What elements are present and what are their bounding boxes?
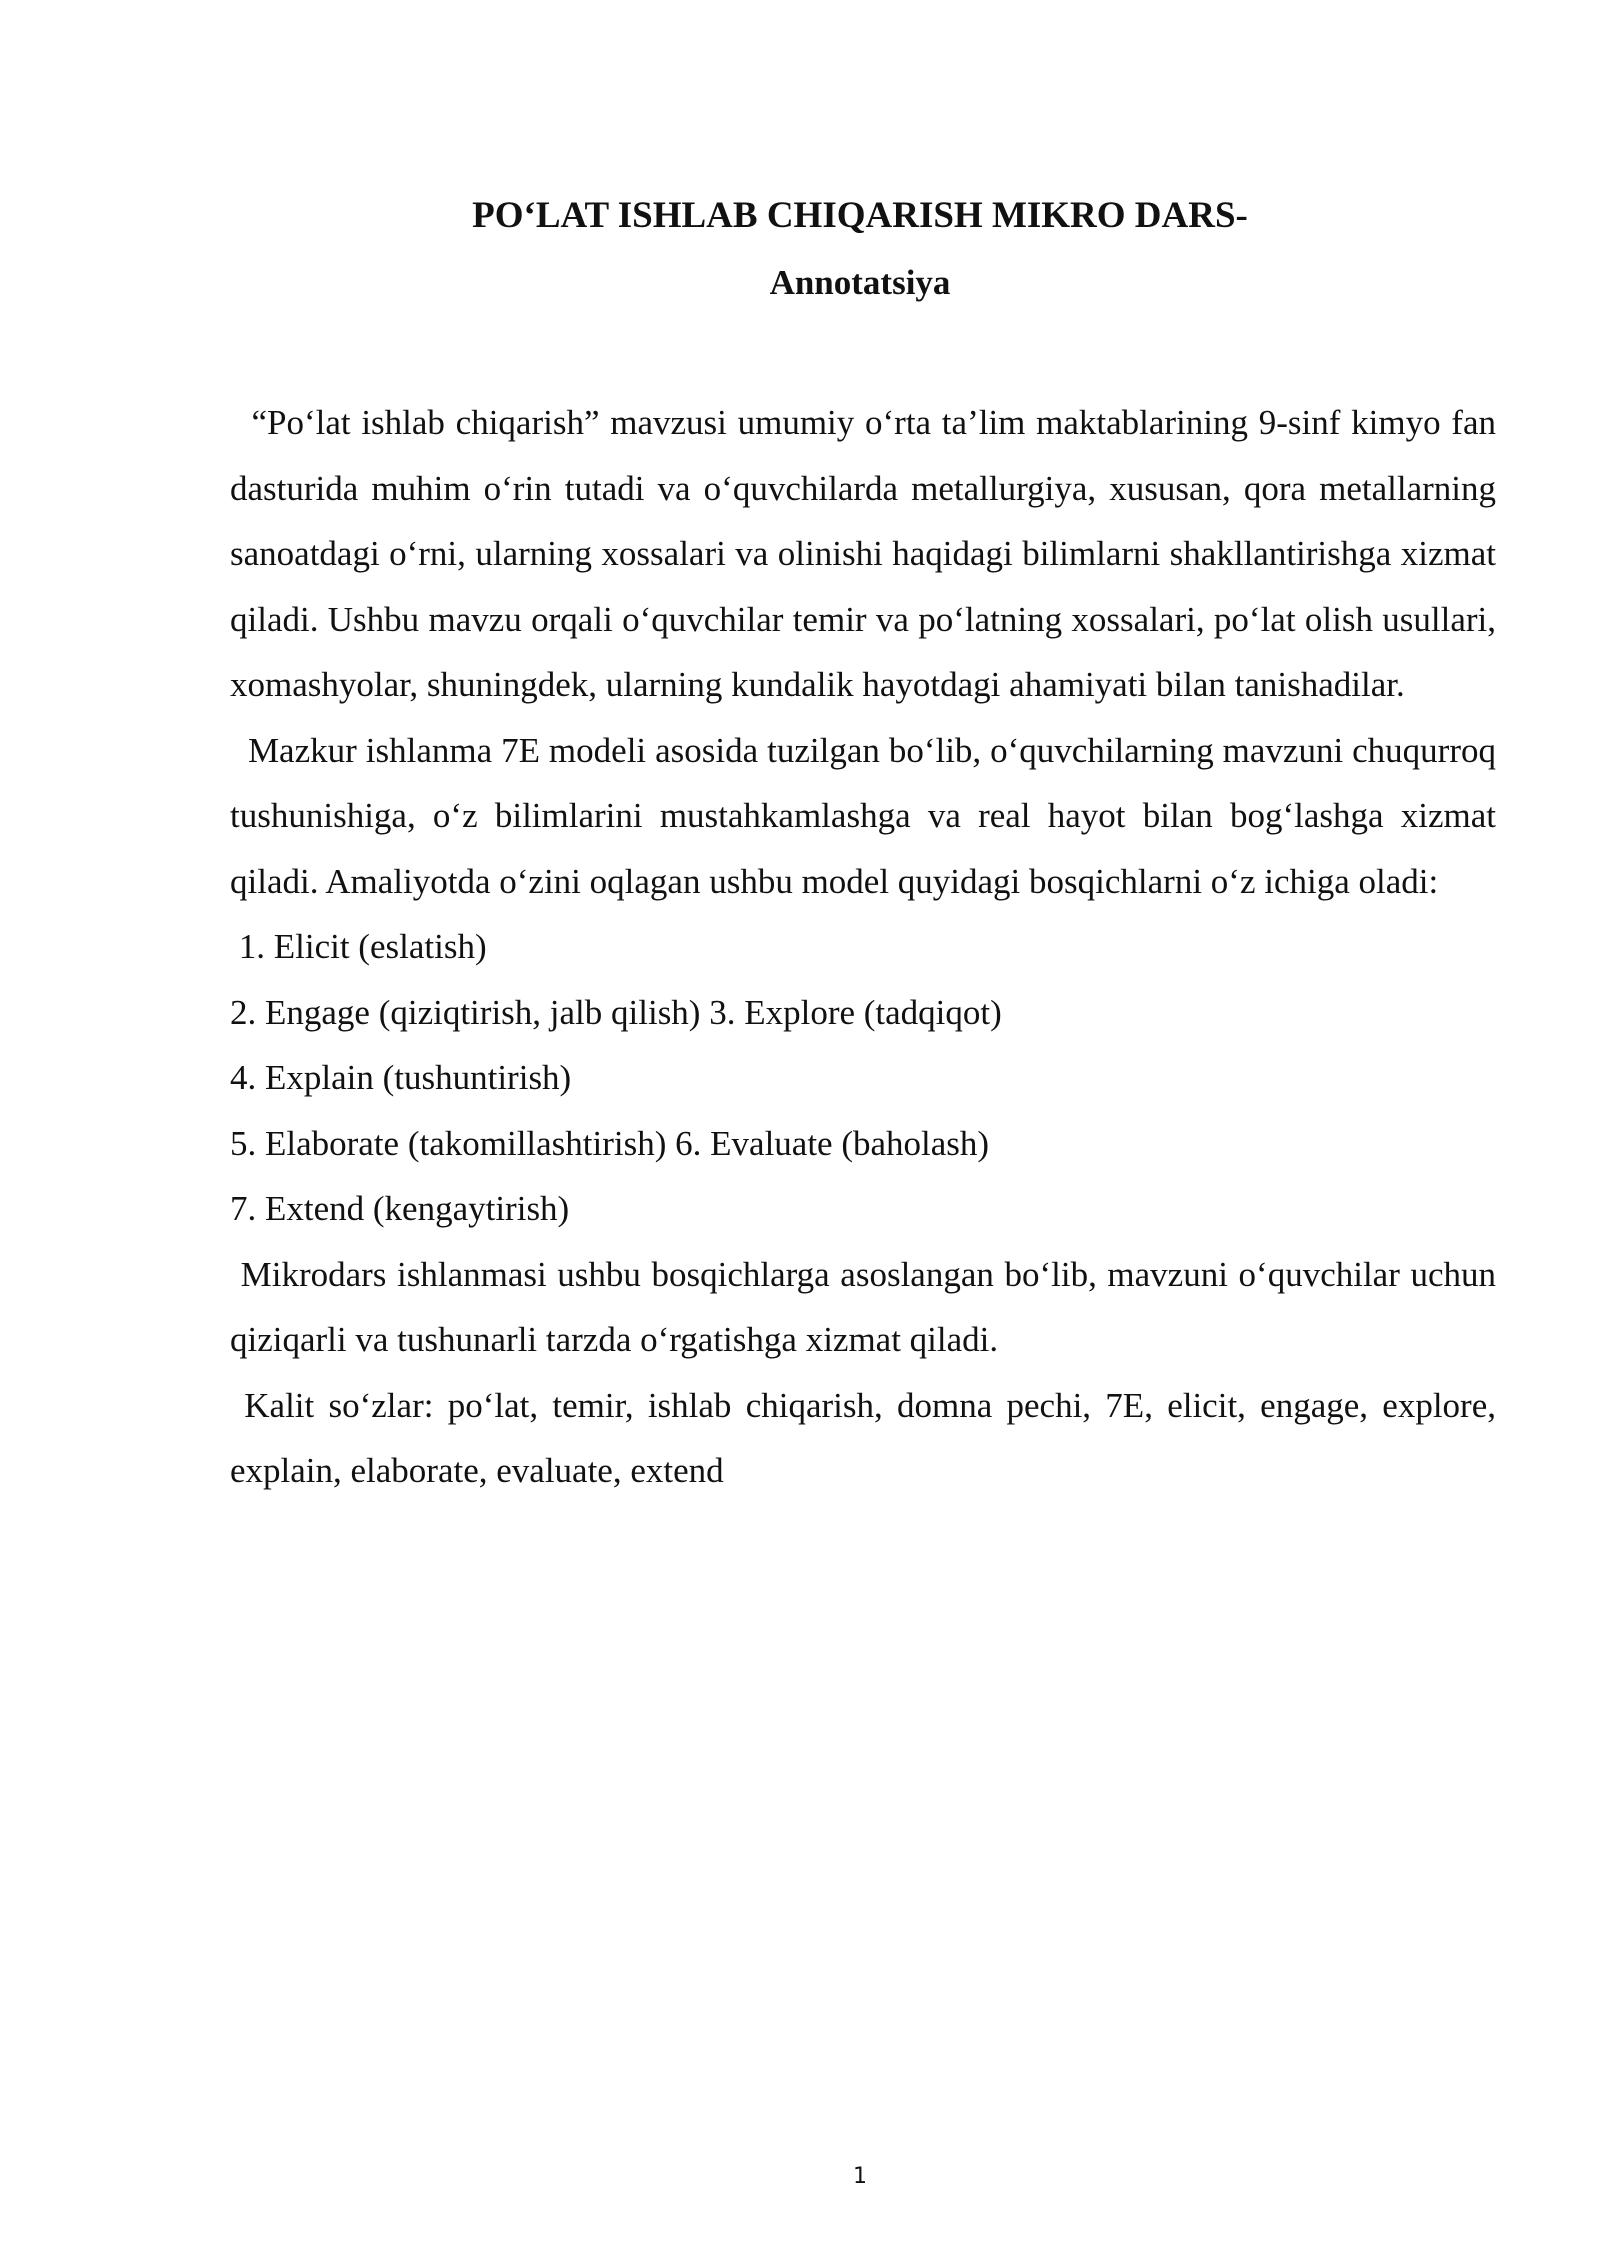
list-item-step-1: 1. Elicit (eslatish) bbox=[230, 927, 487, 966]
document-title: PO‘LAT ISHLAB CHIQARISH MIKRO DARS- bbox=[472, 195, 1248, 236]
document-subtitle: Annotatsiya bbox=[769, 263, 951, 302]
page-number: 1 bbox=[853, 2164, 867, 2189]
list-item-step-4: 4. Explain (tushuntirish) bbox=[230, 1058, 572, 1097]
paragraph-model: Mazkur ishlanma 7E modeli asosida tuzilgan bo‘lib, o‘quvchilarning mavzuni chuqurroq tushunishiga, o‘z bilimlarini mustahkamlashga va real hayot bilan bog‘lashga xizmat qiladi. Amaliyotda o‘zini oqlagan ushbu model quyidagi bosqichlarni o‘z ichiga oladi: bbox=[230, 730, 1496, 901]
paragraph-intro: “Po‘lat ishlab chiqarish” mavzusi umumiy o‘rta ta’lim maktablarining 9-sinf kimyo fan dasturida muhim o‘rin tutadi va o‘quvchilarda metallurgiya, xususan, qora metallarning sanoatdagi o‘rni, ularning xossalari va olinishi haqidagi bilimlarni shakllantirishga xizmat qiladi. Ushbu mavzu orqali o‘quvchilar temir va po‘latning xossalari, po‘lat olish usullari, xomashyolar, shuningdek, ularning kundalik hayotdagi ahamiyati bilan tanishadilar. bbox=[230, 403, 1496, 704]
list-item-step-2-3: 2. Engage (qiziqtirish, jalb qilish) 3. Explore (tadqiqot) bbox=[230, 992, 1002, 1032]
paragraph-summary: Mikrodars ishlanmasi ushbu bosqichlarga asoslangan bo‘lib, mavzuni o‘quvchilar uchun qiziqarli va tushunarli tarzda o‘rgatishga xizmat qiladi. bbox=[230, 1254, 1496, 1359]
paragraph-keywords: Kalit so‘zlar: po‘lat, temir, ishlab chiqarish, domna pechi, 7E, elicit, engage, explore, explain, elaborate, evaluate, extend bbox=[230, 1385, 1496, 1490]
list-item-step-5-6: 5. Elaborate (takomillashtirish) 6. Evaluate (baholash) bbox=[230, 1123, 990, 1163]
document-body bbox=[230, 390, 1496, 1504]
list-item-step-7: 7. Extend (kengaytirish) bbox=[230, 1189, 570, 1228]
